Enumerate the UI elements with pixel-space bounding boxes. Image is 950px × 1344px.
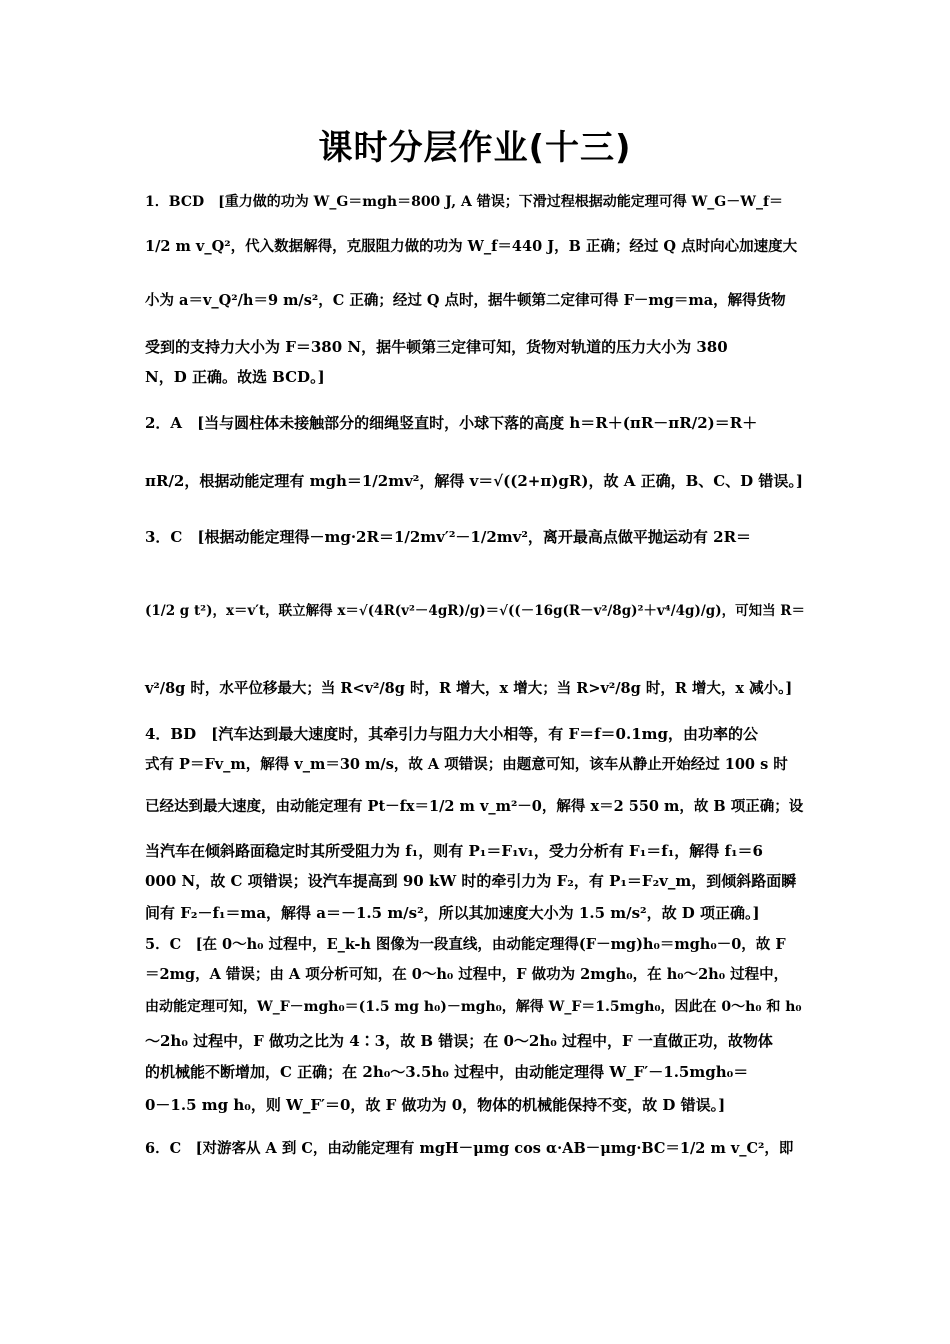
text-line: 的机械能不断增加，C 正确；在 2h₀～3.5h₀ 过程中，由动能定理得 W_F′－1.5mgh₀＝ bbox=[145, 1063, 749, 1081]
text-line: 小为 a＝v_Q²/h＝9 m/s²，C 正确；经过 Q 点时，据牛顿第二定律可得 F－mg＝ma，解得货物 bbox=[145, 292, 786, 309]
text-line: 0－1.5 mg h₀，则 W_F′＝0，故 F 做功为 0，物体的机械能保持不变，故 D 错误。] bbox=[145, 1096, 726, 1114]
text-line: v²/8g 时，水平位移最大；当 R<v²/8g 时，R 增大，x 增大；当 R>v²/8g 时，R 增大，x 减小。] bbox=[145, 680, 793, 697]
text-line: 2．A [当与圆柱体未接触部分的细绳竖直时，小球下落的高度 h＝R＋(πR－πR/2)＝R＋ bbox=[145, 414, 758, 432]
text-line: 000 N，故 C 项错误；设汽车提高到 90 kW 时的牵引力为 F₂，有 P₁＝F₂v_m，到倾斜路面瞬 bbox=[145, 872, 797, 890]
text-line: 5．C [在 0～h₀ 过程中，E_k-h 图像为一段直线，由动能定理得(F－mg)h₀＝mgh₀－0，故 F bbox=[145, 936, 786, 953]
text-line: 1．BCD [重力做的功为 W_G＝mgh＝800 J, A 错误；下滑过程根据动能定理可得 W_G－W_f＝ bbox=[145, 194, 784, 210]
text-line: 4．BD [汽车达到最大速度时，其牵引力与阻力大小相等，有 F＝f＝0.1mg，由功率的公 bbox=[145, 725, 759, 743]
text-line: 6．C [对游客从 A 到 C，由动能定理有 mgH－μmg cos α·AB－μmg·BC＝1/2 m v_C²，即 bbox=[145, 1140, 794, 1157]
page-title: 课时分层作业(十三) bbox=[318, 128, 632, 168]
text-line: 间有 F₂－f₁＝ma，解得 a＝－1.5 m/s²，所以其加速度大小为 1.5 m/s²，故 D 项正确。] bbox=[145, 904, 760, 922]
text-line: 当汽车在倾斜路面稳定时其所受阻力为 f₁，则有 P₁＝F₁v₁，受力分析有 F₁＝f₁，解得 f₁＝6 bbox=[145, 842, 763, 860]
text-line: ～2h₀ 过程中，F 做功之比为 4∶3，故 B 错误；在 0～2h₀ 过程中，F 一直做正功，故物体 bbox=[145, 1032, 773, 1050]
text-line: N，D 正确。故选 BCD。] bbox=[145, 368, 325, 386]
text-line: 由动能定理可知，W_F－mgh₀＝(1.5 mg h₀)－mgh₀，解得 W_F＝1.5mgh₀，因此在 0～h₀ 和 h₀ bbox=[145, 999, 802, 1015]
text-line: 已经达到最大速度，由动能定理有 Pt－fx＝1/2 m v_m²－0，解得 x＝2 550 m，故 B 项正确；设 bbox=[145, 798, 804, 815]
text-line: πR/2，根据动能定理有 mgh＝1/2mv²，解得 v＝√((2+π)gR)，故 A 正确，B、C、D 错误。] bbox=[145, 472, 804, 490]
text-line: 1/2 m v_Q²，代入数据解得，克服阻力做的功为 W_f＝440 J，B 正确；经过 Q 点时向心加速度大 bbox=[145, 238, 798, 255]
text-line: 式有 P＝Fv_m，解得 v_m＝30 m/s，故 A 项错误；由题意可知，该车从静止开始经过 100 s 时 bbox=[145, 756, 788, 773]
text-line: (1/2 g t²)，x＝v′t，联立解得 x＝√(4R(v²－4gR)/g)＝√((－16g(R－v²/8g)²＋v⁴/4g)/g)，可知当 R＝ bbox=[145, 603, 806, 619]
text-line: 受到的支持力大小为 F＝380 N，据牛顿第三定律可知，货物对轨道的压力大小为 380 bbox=[145, 338, 728, 356]
text-line: 3．C [根据动能定理得－mg·2R＝1/2mv′²－1/2mv²，离开最高点做平抛运动有 2R＝ bbox=[145, 528, 752, 546]
text-line: ＝2mg，A 错误；由 A 项分析可知，在 0～h₀ 过程中，F 做功为 2mgh₀，在 h₀～2h₀ 过程中， bbox=[145, 966, 789, 983]
